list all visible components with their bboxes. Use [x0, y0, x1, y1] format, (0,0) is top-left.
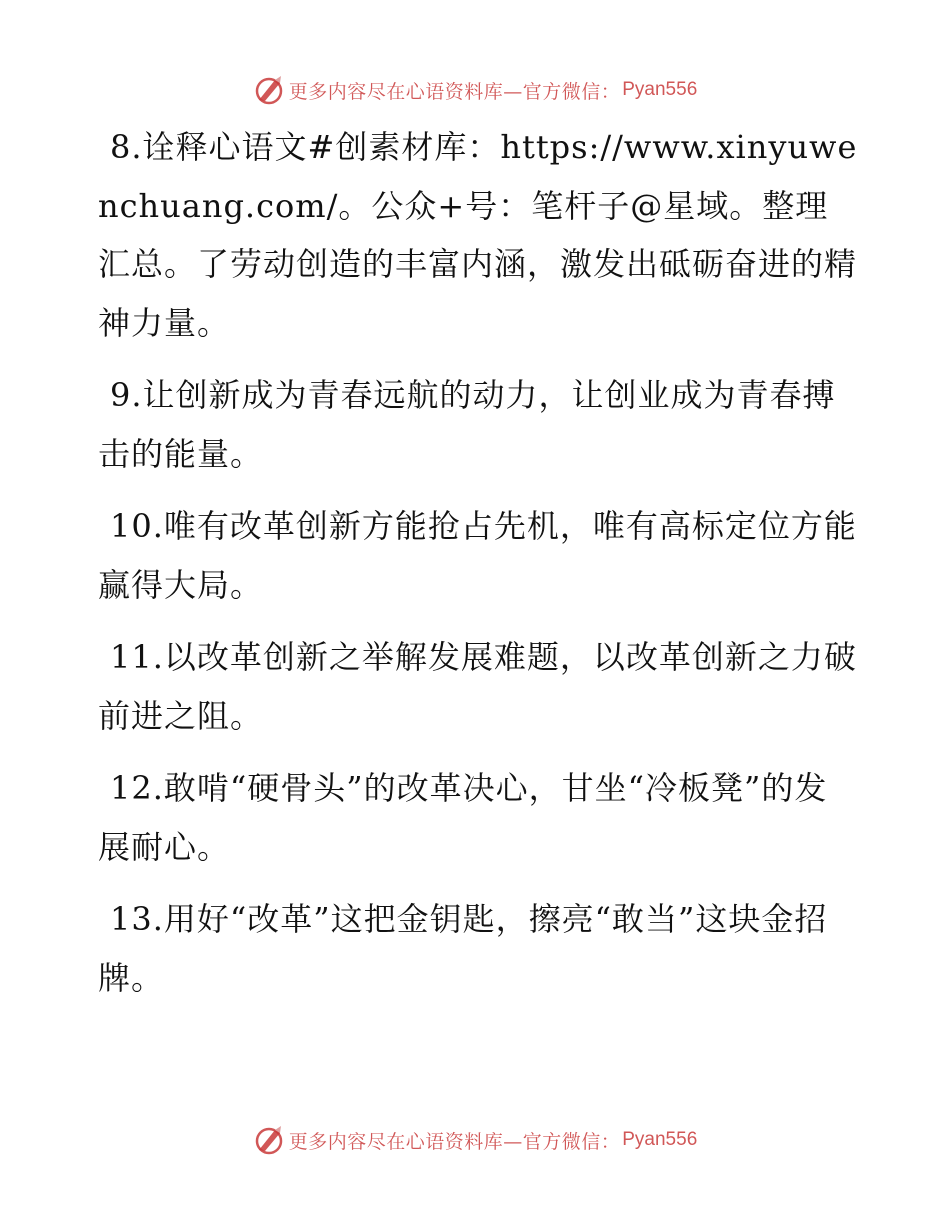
list-item: 9.让创新成为青春远航的动力，让创业成为青春搏击的能量。: [98, 376, 836, 473]
list-item: 11.以改革创新之举解发展难题，以改革创新之力破前进之阻。: [98, 638, 857, 735]
list-item: 8.诠释心语文#创素材库：https://www.xinyuwenchuang.com/。公众+号：笔杆子@星域。整理汇总。了劳动创造的丰富内涵，激发出砥砺奋进的精神力量。: [98, 128, 858, 342]
document-body: [98, 118, 858, 1021]
wechat-id: Pyan556: [622, 1129, 698, 1150]
list-item: 13.用好“改革”这把金钥匙，擦亮“敢当”这块金招牌。: [98, 900, 828, 997]
list-item: 10.唯有改革创新方能抢占先机，唯有高标定位方能赢得大局。: [98, 507, 857, 604]
list-item: 12.敢啃“硬骨头”的改革决心，甘坐“冷板凳”的发展耐心。: [98, 769, 828, 866]
banner-text: 更多内容尽在心语资料库—官方微信：: [288, 1130, 621, 1153]
quill-pen-logo-icon: [253, 1124, 285, 1156]
banner-text: 更多内容尽在心语资料库—官方微信：: [288, 80, 621, 103]
wechat-id: Pyan556: [622, 79, 698, 100]
quill-pen-logo-icon: [253, 74, 285, 106]
header-banner: [0, 70, 950, 110]
footer-banner: [0, 1120, 950, 1160]
